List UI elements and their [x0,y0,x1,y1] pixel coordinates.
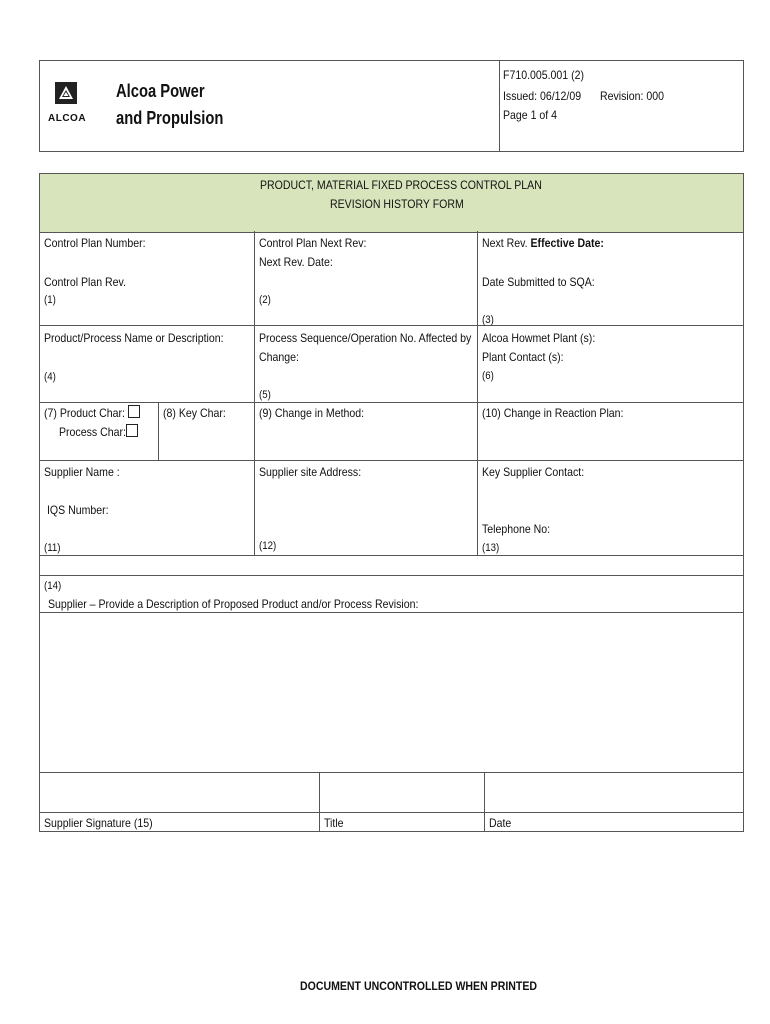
header-box [39,60,744,152]
next-rev-date-label: Next Rev. Date: [259,255,333,269]
form-title-line2: REVISION HISTORY FORM [330,197,464,211]
supplier-description-label: Supplier – Provide a Description of Proposed Product and/or Process Revision: [48,597,419,611]
field-number-12: (12) [259,540,277,552]
field-number-13: (13) [482,542,500,554]
product-char-checkbox[interactable] [128,405,140,418]
plant-label: Alcoa Howmet Plant (s): [482,331,596,345]
field-number-1: (1) [44,294,56,306]
company-name-line2: and Propulsion [116,108,224,128]
field-number-5: (5) [259,389,271,401]
change-method-label: (9) Change in Method: [259,406,365,420]
footer-notice: DOCUMENT UNCONTROLLED WHEN PRINTED [300,979,538,993]
description-area[interactable] [40,613,742,771]
field-number-2: (2) [259,294,271,306]
title-label: Title [324,816,344,830]
control-plan-number-label: Control Plan Number: [44,236,146,250]
logo-text: ALCOA [48,113,87,124]
process-char-checkbox[interactable] [126,424,138,437]
effective-date-label: Next Rev. Effective Date: [482,236,604,250]
key-supplier-label: Key Supplier Contact: [482,465,585,479]
telephone-label: Telephone No: [482,522,551,536]
product-char-label: (7) Product Char: [44,406,126,420]
field-number-3: (3) [482,314,494,326]
date-label: Date [489,816,512,830]
product-process-name-label: Product/Process Name or Description: [44,331,224,345]
alcoa-logo [48,80,87,126]
field-number-14: (14) [44,580,62,592]
form-title-line1: PRODUCT, MATERIAL FIXED PROCESS CONTROL PLAN [260,178,542,192]
field-number-11: (11) [44,542,61,554]
next-rev-label: Control Plan Next Rev: [259,236,367,250]
revision-number: Revision: 000 [600,89,664,103]
issued-date: Issued: 06/12/09 [503,89,582,103]
company-name-line1: Alcoa Power [116,81,205,101]
form-number: F710.005.001 (2) [503,68,585,82]
change-reaction-label: (10) Change in Reaction Plan: [482,406,624,420]
control-plan-rev-label: Control Plan Rev. [44,275,126,289]
header-divider [499,60,500,151]
field-number-6: (6) [482,370,494,382]
supplier-name-label: Supplier Name : [44,465,120,479]
key-char-label: (8) Key Char: [163,406,226,420]
process-sequence-label-2: Change: [259,350,299,364]
field-number-4: (4) [44,371,56,383]
iqs-number-label: IQS Number: [47,503,109,517]
supplier-site-label: Supplier site Address: [259,465,362,479]
process-char-label: Process Char: [59,425,126,439]
plant-contact-label: Plant Contact (s): [482,350,564,364]
page-number: Page 1 of 4 [503,108,558,122]
process-sequence-label: Process Sequence/Operation No. Affected by [259,331,472,345]
date-submitted-label: Date Submitted to SQA: [482,275,595,289]
supplier-signature-label: Supplier Signature (15) [44,816,153,830]
